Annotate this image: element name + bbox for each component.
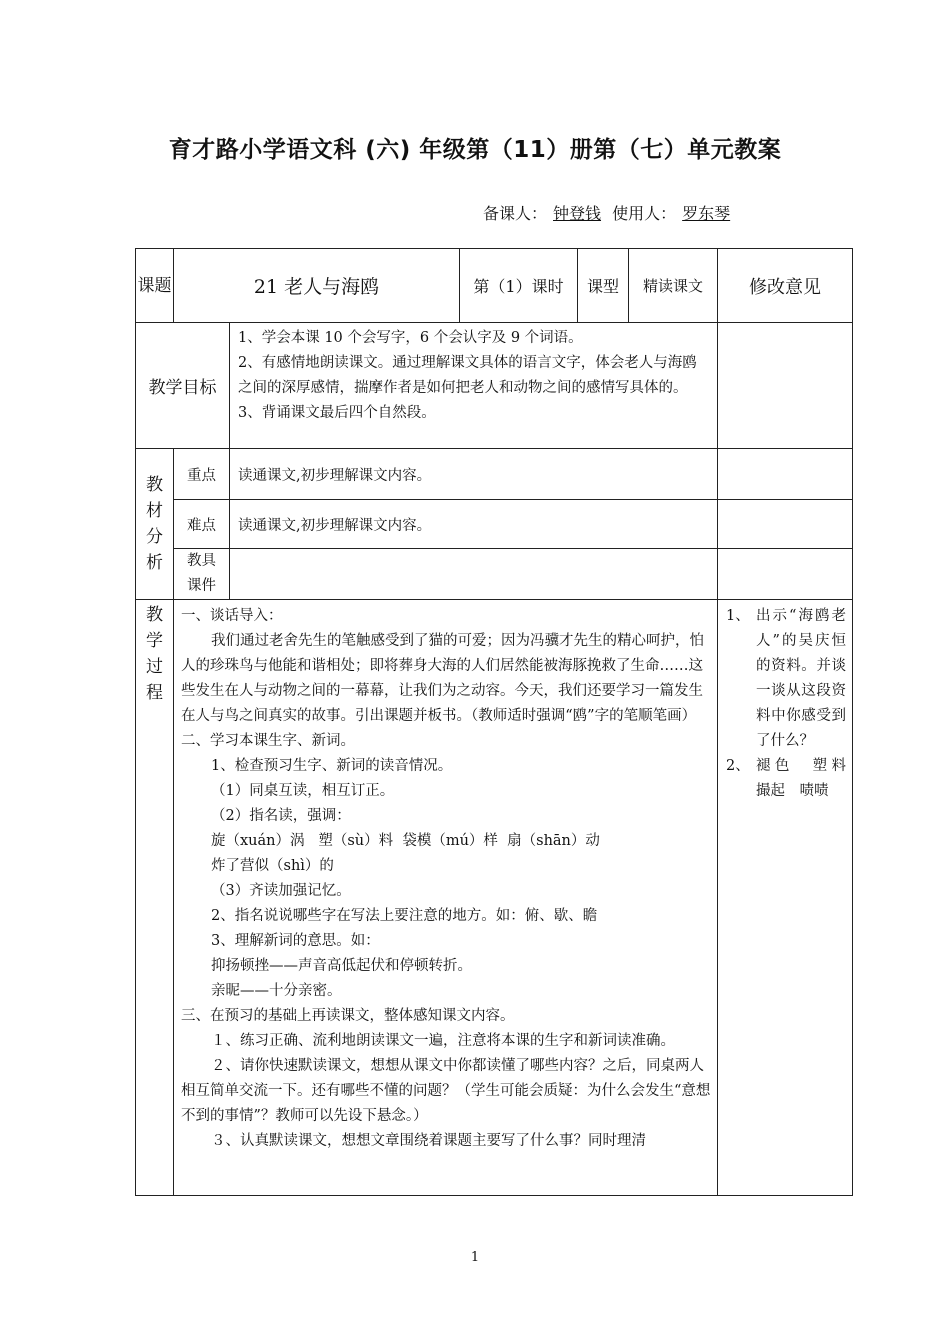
lesson-plan-table	[135, 248, 861, 1196]
process-line: 炸了营似（shì）的	[211, 858, 334, 874]
goals-label: 教学目标	[136, 323, 230, 449]
period-cell: 第（1）课时	[460, 249, 578, 323]
goals-notes	[718, 323, 853, 449]
key-label: 重点	[174, 449, 230, 500]
goal-item: 2、有感情地朗读课文。通过理解课文具体的语言文字，体会老人与海鸥之间的深厚感情，揣摩作者是如何把老人和动物之间的感情写具体的。	[238, 355, 697, 396]
note-item	[726, 604, 846, 754]
revise-label: 修改意见	[718, 249, 853, 323]
analysis-label: 教材分析	[136, 449, 174, 600]
process-line: 亲昵——十分亲密。	[211, 983, 342, 999]
user-name: 罗东琴	[682, 204, 731, 223]
difficult-label: 难点	[174, 500, 230, 549]
difficult-notes	[718, 500, 853, 549]
process-line: 1、检查预习生字、新词的读音情况。	[211, 758, 453, 774]
process-line: 我们通过老舍先生的笔触感受到了猫的可爱；因为冯骥才先生的精心呵护，怕人的珍珠鸟与他能和谐相处；即将葬身大海的人们居然能被海豚挽救了生命……这些发生在人与动物之间的一幕幕，让我们为之动容。今天，我们还要学习一篇发生在人与鸟之间真实的故事。引出课题并板书。（教师适时强调“鸥”字的笔顺笔画）	[181, 633, 704, 724]
process-line: 二、学习本课生字、新词。	[181, 733, 355, 749]
goals-content	[230, 323, 718, 449]
tools-notes	[718, 549, 853, 600]
process-line: 抑扬顿挫——声音高低起伏和停顿转折。	[211, 958, 472, 974]
process-line: １、练习正确、流利地朗读课文一遍，注意将本课的生字和新词读准确。	[211, 1033, 675, 1049]
tools-content	[230, 549, 718, 600]
note-item	[726, 754, 861, 804]
process-line: ２、请你快速默读课文，想想从课文中你都读懂了哪些内容？之后，同桌两人相互简单交流一下。还有哪些不懂的问题？（学生可能会质疑：为什么会发生“意想不到的事情”？教师可以先设下悬念。）	[181, 1058, 711, 1124]
key-notes	[718, 449, 853, 500]
key-content: 读通课文,初步理解课文内容。	[230, 449, 718, 500]
tools-label: 教具课件	[174, 549, 230, 600]
page-number: 1	[470, 1250, 480, 1265]
process-line: ３、认真默读课文，想想文章围绕着课题主要写了什么事？同时理清	[211, 1133, 646, 1149]
goal-item: 1、学会本课 10 个会写字，6 个会认字及 9 个词语。	[238, 330, 583, 346]
topic-title: 21 老人与海鸥	[174, 249, 460, 323]
process-line: （2）指名读，强调：	[211, 808, 351, 824]
note-number: 2、	[726, 758, 750, 774]
process-line: （1）同桌互读，相互订正。	[211, 783, 395, 799]
type-value: 精读课文	[629, 249, 718, 323]
user-label: 使用人：	[612, 204, 677, 223]
process-line: 一、谈话导入：	[181, 608, 283, 624]
process-content	[174, 600, 718, 1196]
process-label: 教学过程	[136, 600, 174, 1196]
process-line: 三、在预习的基础上再读课文，整体感知课文内容。	[181, 1008, 515, 1024]
preparer-name: 钟登钱	[553, 204, 602, 223]
topic-label: 课题	[136, 249, 174, 323]
author-line	[483, 201, 736, 224]
type-label: 课型	[578, 249, 629, 323]
process-line: 旋（xuán）涡 塑（sù）料 袋模（mú）样 扇（shān）动	[211, 833, 600, 849]
note-text: 出示“海鸥老人”的吴庆恒的资料。并谈一谈从这段资料中你感受到了什么？	[756, 608, 846, 749]
document-title: 育才路小学语文科 (六) 年级第（11）册第（七）单元教案	[168, 137, 782, 163]
process-line: （3）齐读加强记忆。	[211, 883, 351, 899]
process-line: 3、理解新词的意思。如：	[211, 933, 380, 949]
note-text: 褪色 塑料 撮起 啧啧	[756, 758, 861, 799]
difficult-content: 读通课文,初步理解课文内容。	[230, 500, 718, 549]
preparer-label: 备课人：	[483, 204, 548, 223]
note-number: 1、	[726, 608, 750, 624]
process-line: 2、指名说说哪些字在写法上要注意的地方。如：俯、歇、瞻	[211, 908, 598, 924]
process-notes	[718, 600, 861, 1196]
goal-item: 3、背诵课文最后四个自然段。	[238, 405, 436, 421]
